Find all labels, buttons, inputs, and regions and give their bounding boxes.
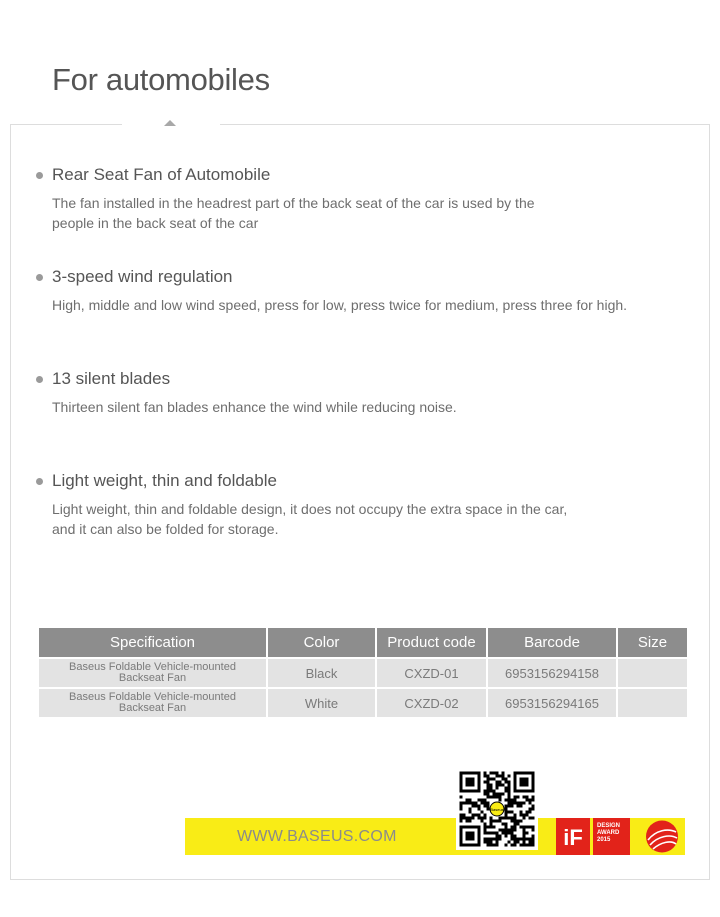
spec-cell xyxy=(39,659,266,689)
if-award-logo xyxy=(556,818,590,855)
spec-cell-line: Baseus Foldable Vehicle-mounted xyxy=(69,691,236,703)
frame-notch-arrow xyxy=(164,120,176,126)
page-title: For automobiles xyxy=(52,62,270,97)
feature-light-weight xyxy=(36,471,686,539)
feature-description xyxy=(36,193,692,233)
feature-description-line: The fan installed in the headrest part of the back seat of the car is used by the xyxy=(52,195,535,211)
design-award-badge xyxy=(593,818,630,855)
feature-description-line: people in the back seat of the car xyxy=(52,215,259,231)
feature-title: Light weight, thin and foldable xyxy=(52,471,277,490)
size-cell xyxy=(618,659,687,689)
column-header: Color xyxy=(268,628,375,659)
feature-title: 3-speed wind regulation xyxy=(52,267,233,286)
table-row xyxy=(39,689,687,719)
award-text-line: 2015 xyxy=(597,837,611,843)
table-header-row xyxy=(39,628,687,659)
red-dot-award-icon xyxy=(642,818,682,855)
product-code-cell: CXZD-01 xyxy=(377,659,486,689)
feature-rear-seat-fan xyxy=(36,165,686,233)
column-header: Specification xyxy=(39,628,266,659)
award-text-line: AWARD xyxy=(597,830,620,836)
bullet-dot-icon xyxy=(36,478,43,485)
website-link[interactable]: WWW.BASEUS.COM xyxy=(237,828,397,845)
feature-description-line: Thirteen silent fan blades enhance the wind while reducing noise. xyxy=(52,399,457,415)
feature-title: 13 silent blades xyxy=(52,369,171,388)
feature-title: Rear Seat Fan of Automobile xyxy=(52,165,271,184)
feature-description xyxy=(36,499,692,539)
barcode-cell: 6953156294165 xyxy=(488,689,616,719)
feature-description-line: High, middle and low wind speed, press for low, press twice for medium, press three for high. xyxy=(52,297,628,313)
specification-table xyxy=(37,628,689,719)
table-row xyxy=(39,659,687,689)
color-cell: Black xyxy=(268,659,375,689)
feature-description-line: Light weight, thin and foldable design, it does not occupy the extra space in the car, xyxy=(52,501,568,517)
bullet-dot-icon xyxy=(36,376,43,383)
product-code-cell: CXZD-02 xyxy=(377,689,486,719)
spec-cell xyxy=(39,689,266,719)
qr-code-icon xyxy=(456,768,538,850)
feature-description xyxy=(36,295,692,315)
qr-center-label: Baseus xyxy=(490,807,504,812)
feature-description xyxy=(36,397,692,417)
feature-wind-regulation xyxy=(36,267,686,315)
if-logo-text: iF xyxy=(563,825,583,850)
feature-silent-blades xyxy=(36,369,686,417)
award-text-line: DESIGN xyxy=(597,823,621,829)
size-cell xyxy=(618,689,687,719)
color-cell: White xyxy=(268,689,375,719)
barcode-cell: 6953156294158 xyxy=(488,659,616,689)
bullet-dot-icon xyxy=(36,274,43,281)
spec-cell-line: Backseat Fan xyxy=(118,702,187,714)
feature-description-line: and it can also be folded for storage. xyxy=(52,521,279,537)
column-header: Product code xyxy=(377,628,486,659)
bullet-dot-icon xyxy=(36,172,43,179)
column-header: Barcode xyxy=(488,628,616,659)
spec-cell-line: Baseus Foldable Vehicle-mounted xyxy=(69,661,236,673)
spec-cell-line: Backseat Fan xyxy=(118,672,187,684)
column-header: Size xyxy=(618,628,687,659)
